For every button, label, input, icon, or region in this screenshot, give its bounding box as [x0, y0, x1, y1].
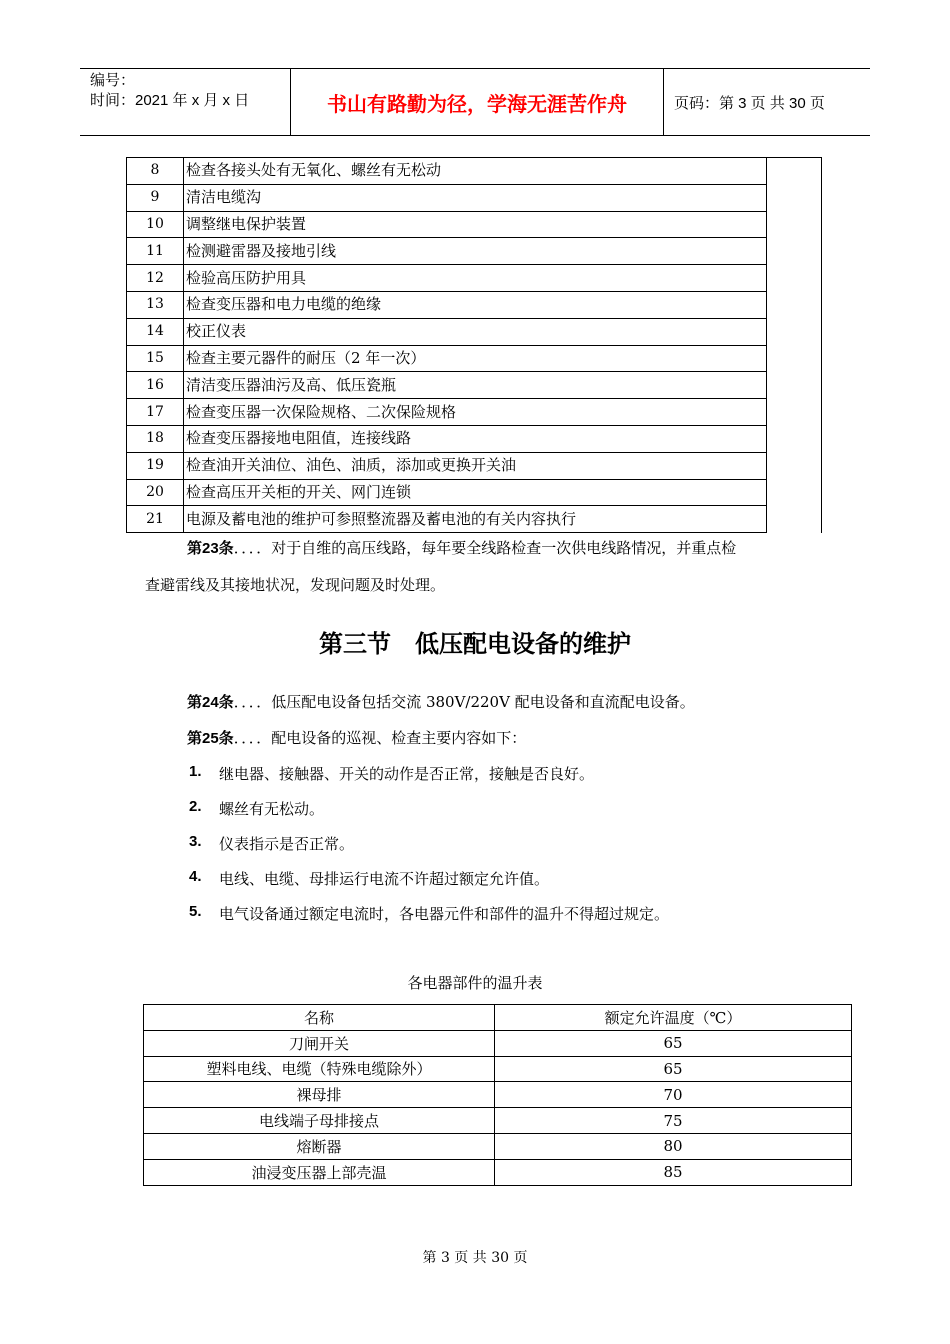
list-item: 螺丝有无松动。 — [219, 800, 325, 818]
row-task: 检查变压器接地电阻值，连接线路 — [184, 425, 767, 452]
table-header-row — [144, 1005, 852, 1031]
article-23-label: 第23条 — [187, 540, 234, 557]
table-row — [127, 265, 767, 292]
row-task: 检查主要元器件的耐压（2 年一次） — [184, 345, 767, 372]
row-number: 20 — [127, 479, 184, 506]
table-row — [127, 318, 767, 345]
allowed-temperature: 85 — [495, 1159, 852, 1185]
page-header — [80, 68, 870, 136]
row-number: 21 — [127, 506, 184, 533]
row-task: 校正仪表 — [184, 318, 767, 345]
row-task: 检查各接头处有无氧化、螺丝有无松动 — [184, 158, 767, 185]
article-25-text: ．．．．配电设备的巡视、检查主要内容如下： — [233, 729, 527, 747]
section-title: 第三节 低压配电设备的维护 — [319, 630, 631, 658]
row-task: 清洁变压器油污及高、低压瓷瓶 — [184, 372, 767, 399]
row-number: 16 — [127, 372, 184, 399]
table-row — [144, 1030, 852, 1056]
component-name: 塑料电线、电缆（特殊电缆除外） — [144, 1056, 495, 1082]
component-name: 刀闸开关 — [144, 1030, 495, 1056]
maintenance-table — [126, 157, 767, 533]
list-item: 继电器、接触器、开关的动作是否正常，接触是否良好。 — [219, 765, 595, 783]
row-task: 检查变压器和电力电缆的绝缘 — [184, 291, 767, 318]
table-side-border-top — [767, 157, 822, 158]
row-number: 8 — [127, 158, 184, 185]
article-23-line2: 查避雷线及其接地状况，发现问题及时处理。 — [145, 576, 446, 594]
table-row — [144, 1056, 852, 1082]
row-task: 检测避雷器及接地引线 — [184, 238, 767, 265]
list-number: 5. — [189, 903, 202, 920]
row-task: 电源及蓄电池的维护可参照整流器及蓄电池的有关内容执行 — [184, 506, 767, 533]
allowed-temperature: 65 — [495, 1030, 852, 1056]
component-name: 裸母排 — [144, 1082, 495, 1108]
column-header-name: 名称 — [144, 1005, 495, 1031]
row-number: 11 — [127, 238, 184, 265]
header-page: 页码：第 3 页 共 30 页 — [674, 94, 825, 112]
row-number: 9 — [127, 184, 184, 211]
table-row — [127, 211, 767, 238]
table-row — [127, 291, 767, 318]
list-item: 仪表指示是否正常。 — [219, 835, 355, 853]
table-side-border — [821, 157, 822, 533]
article-25 — [187, 728, 526, 749]
row-number: 19 — [127, 452, 184, 479]
article-24-label: 第24条 — [187, 694, 234, 711]
table-row — [127, 372, 767, 399]
row-task: 清洁电缆沟 — [184, 184, 767, 211]
list-number: 3. — [189, 833, 202, 850]
row-task: 检查油开关油位、油色、油质，添加或更换开关油 — [184, 452, 767, 479]
list-item: 电气设备通过额定电流时，各电器元件和部件的温升不得超过规定。 — [219, 905, 670, 923]
row-number: 18 — [127, 425, 184, 452]
table-row — [127, 506, 767, 533]
allowed-temperature: 65 — [495, 1056, 852, 1082]
row-task: 检查变压器一次保险规格、二次保险规格 — [184, 399, 767, 426]
table-row — [127, 238, 767, 265]
temp-table-caption: 各电器部件的温升表 — [407, 974, 543, 992]
row-task: 检验高压防护用具 — [184, 265, 767, 292]
article-25-label: 第25条 — [187, 730, 234, 747]
article-23-line1 — [187, 538, 736, 559]
component-name: 熔断器 — [144, 1133, 495, 1159]
row-number: 17 — [127, 399, 184, 426]
row-task: 调整继电保护装置 — [184, 211, 767, 238]
row-number: 14 — [127, 318, 184, 345]
header-date: 时间：2021 年 x 月 x 日 — [90, 92, 250, 109]
list-number: 1. — [189, 763, 202, 780]
article-24-text: ．．．．低压配电设备包括交流 380V/220V 配电设备和直流配电设备。 — [233, 693, 695, 711]
table-row — [127, 479, 767, 506]
table-row — [127, 452, 767, 479]
row-number: 12 — [127, 265, 184, 292]
article-23-text: ．．．．对于自维的高压线路，每年要全线路检查一次供电线路情况，并重点检 — [233, 539, 737, 557]
component-name: 油浸变压器上部壳温 — [144, 1159, 495, 1185]
list-item: 电线、电缆、母排运行电流不许超过额定允许值。 — [219, 870, 550, 888]
row-task: 检查高压开关柜的开关、网门连锁 — [184, 479, 767, 506]
table-row — [127, 345, 767, 372]
header-motto: 书山有路勤为径，学海无涯苦作舟 — [291, 69, 664, 136]
allowed-temperature: 70 — [495, 1082, 852, 1108]
table-row — [144, 1082, 852, 1108]
table-row — [144, 1159, 852, 1185]
table-row — [127, 399, 767, 426]
article-24 — [187, 692, 695, 713]
column-header-temp: 额定允许温度（℃） — [495, 1005, 852, 1031]
table-row — [144, 1133, 852, 1159]
table-row — [127, 184, 767, 211]
list-number: 4. — [189, 868, 202, 885]
table-row — [127, 425, 767, 452]
page-footer: 第 3 页 共 30 页 — [422, 1250, 528, 1266]
row-number: 10 — [127, 211, 184, 238]
list-number: 2. — [189, 798, 202, 815]
table-row — [144, 1108, 852, 1134]
row-number: 15 — [127, 345, 184, 372]
allowed-temperature: 75 — [495, 1108, 852, 1134]
header-meta — [80, 69, 291, 136]
component-name: 电线端子母排接点 — [144, 1108, 495, 1134]
temp-rise-table — [143, 1004, 852, 1186]
header-code: 编号： — [90, 72, 136, 89]
allowed-temperature: 80 — [495, 1133, 852, 1159]
table-row — [127, 158, 767, 185]
row-number: 13 — [127, 291, 184, 318]
